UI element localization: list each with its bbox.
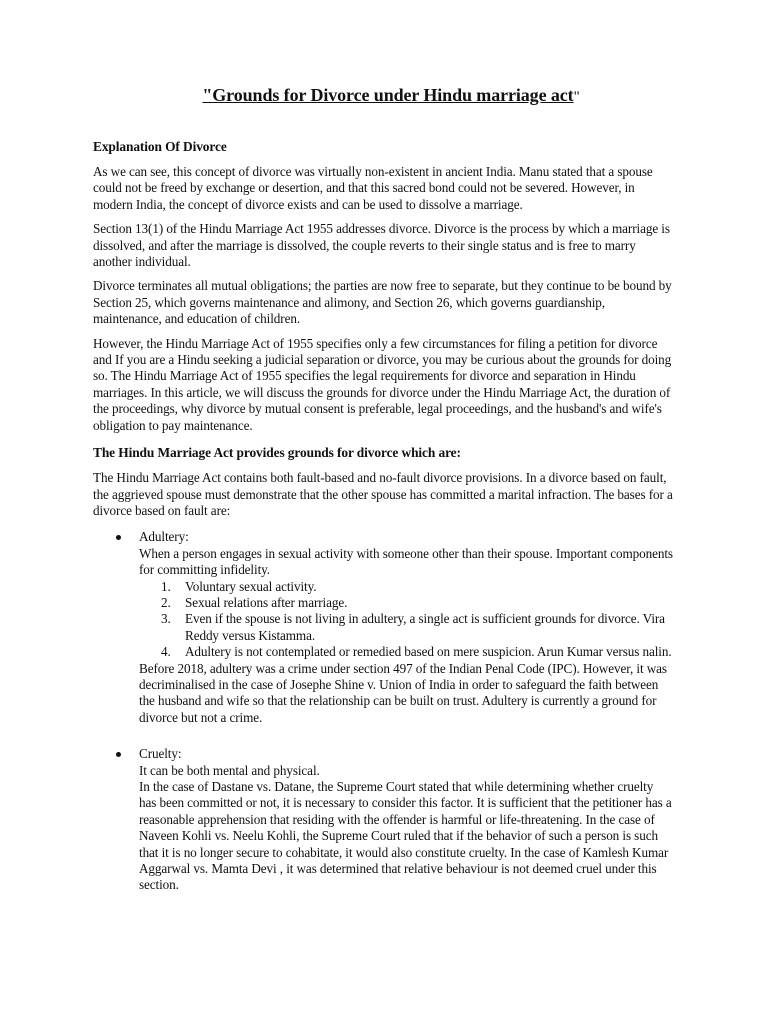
list-item: [161, 594, 673, 611]
paragraph-mutual-obligations: Divorce terminates all mutual obligations; the parties are now free to separate, but they continue to be bound by Section 25, which governs maintenance and alimony, and Section 26, which governs guardianship, maintenance, and education of children.: [93, 278, 672, 327]
adultery-label: Adultery:: [139, 529, 189, 545]
list-item-text: Even if the spouse is not living in adultery, a single act is sufficient grounds for divorce. Vira Reddy versus Kistamma.: [185, 611, 665, 643]
paragraph-circumstances: However, the Hindu Marriage Act of 1955 specifies only a few circumstances for filing a petition for divorce and If you are a Hindu seeking a judicial separation or divorce, you may be curious about the grounds for doing so. The Hindu Marriage Act of 1955 specifies the legal requirements for divorce and separation in Hindu marriages. In this article, we will discuss the grounds for divorce under the Hindu Marriage Act, the duration of the proceedings, why divorce by mutual consent is preferable, legal proceedings, and the husband's and wife's obligation to pay maintenance.: [93, 335, 672, 433]
list-item-number: 3.: [161, 611, 171, 627]
document-title-text: "Grounds for Divorce under Hindu marriage act: [202, 85, 574, 105]
list-item-text: Sexual relations after marriage.: [185, 594, 348, 610]
list-item-text: Adultery is not contemplated or remedied based on mere suspicion. Arun Kumar versus nalin.: [185, 644, 672, 660]
paragraph-ancient-india: As we can see, this concept of divorce was virtually non-existent in ancient India. Manu stated that a spouse could not be freed by exchange or desertion, and that this sacred bond could not be severed. However, in modern India, the concept of divorce exists and can be used to dissolve a marriage.: [93, 164, 653, 212]
adultery-components-list: [139, 579, 673, 661]
paragraph-section-13: Section 13(1) of the Hindu Marriage Act 1955 addresses divorce. Divorce is the process by which a marriage is dissolved, and after the marriage is dissolved, the couple reverts to their single status and is free to marry another individual.: [93, 221, 670, 270]
list-item-cruelty: [139, 746, 673, 894]
list-item-text: Voluntary sexual activity.: [185, 578, 317, 594]
list-item-number: 4.: [161, 644, 171, 660]
adultery-definition: When a person engages in sexual activity with someone other than their spouse. Important components for committing infidelity.: [139, 545, 673, 578]
adultery-ipc-paragraph: Before 2018, adultery was a crime under section 497 of the Indian Penal Code (IPC). However, it was decriminalised in the case of Josephe Shine v. Union of India in order to safeguard the faith between the husband and wife so that the relationship can be built on trust. Adultery is currently a ground for divorce but not a crime.: [139, 660, 667, 725]
paragraph-fault-based: The Hindu Marriage Act contains both fault-based and no-fault divorce provisions. In a divorce based on fault, the aggrieved spouse must demonstrate that the other spouse has committed a marital infraction. The bases for a divorce based on fault are:: [93, 470, 673, 518]
bullet-icon: [116, 535, 121, 540]
section-heading-grounds: The Hindu Marriage Act provides grounds for divorce which are:: [93, 445, 461, 461]
cruelty-label: Cruelty:: [139, 746, 182, 762]
document-title: [93, 84, 673, 108]
list-item: [161, 611, 673, 644]
section-heading-explanation: Explanation Of Divorce: [93, 139, 227, 154]
list-item-adultery: [139, 529, 673, 726]
list-item-number: 2.: [161, 594, 171, 610]
cruelty-intro: It can be both mental and physical.: [139, 762, 320, 778]
cruelty-case-law-paragraph: In the case of Dastane vs. Datane, the Supreme Court stated that while determining whether cruelty has been committed or not, it is necessary to consider this factor. It is sufficient that the petitioner has a reasonable apprehension that residing with the offender is harmful or life-threatening. In the case of Naveen Kohli vs. Neelu Kohli, the Supreme Court ruled that if the behavior of such a person is such that it is no longer secure to cohabitate, it would also constitute cruelty. In the case of Kamlesh Kumar Aggarwal vs. Mamta Devi , it was determined that relative behaviour is not deemed cruel under this section.: [139, 779, 672, 893]
list-item: [161, 578, 673, 595]
list-item-number: 1.: [161, 578, 171, 594]
grounds-list: [93, 529, 673, 894]
list-item: [161, 644, 673, 660]
document-title-closing-quote: ": [573, 89, 580, 105]
document-page: [93, 84, 673, 910]
bullet-icon: [116, 752, 121, 757]
